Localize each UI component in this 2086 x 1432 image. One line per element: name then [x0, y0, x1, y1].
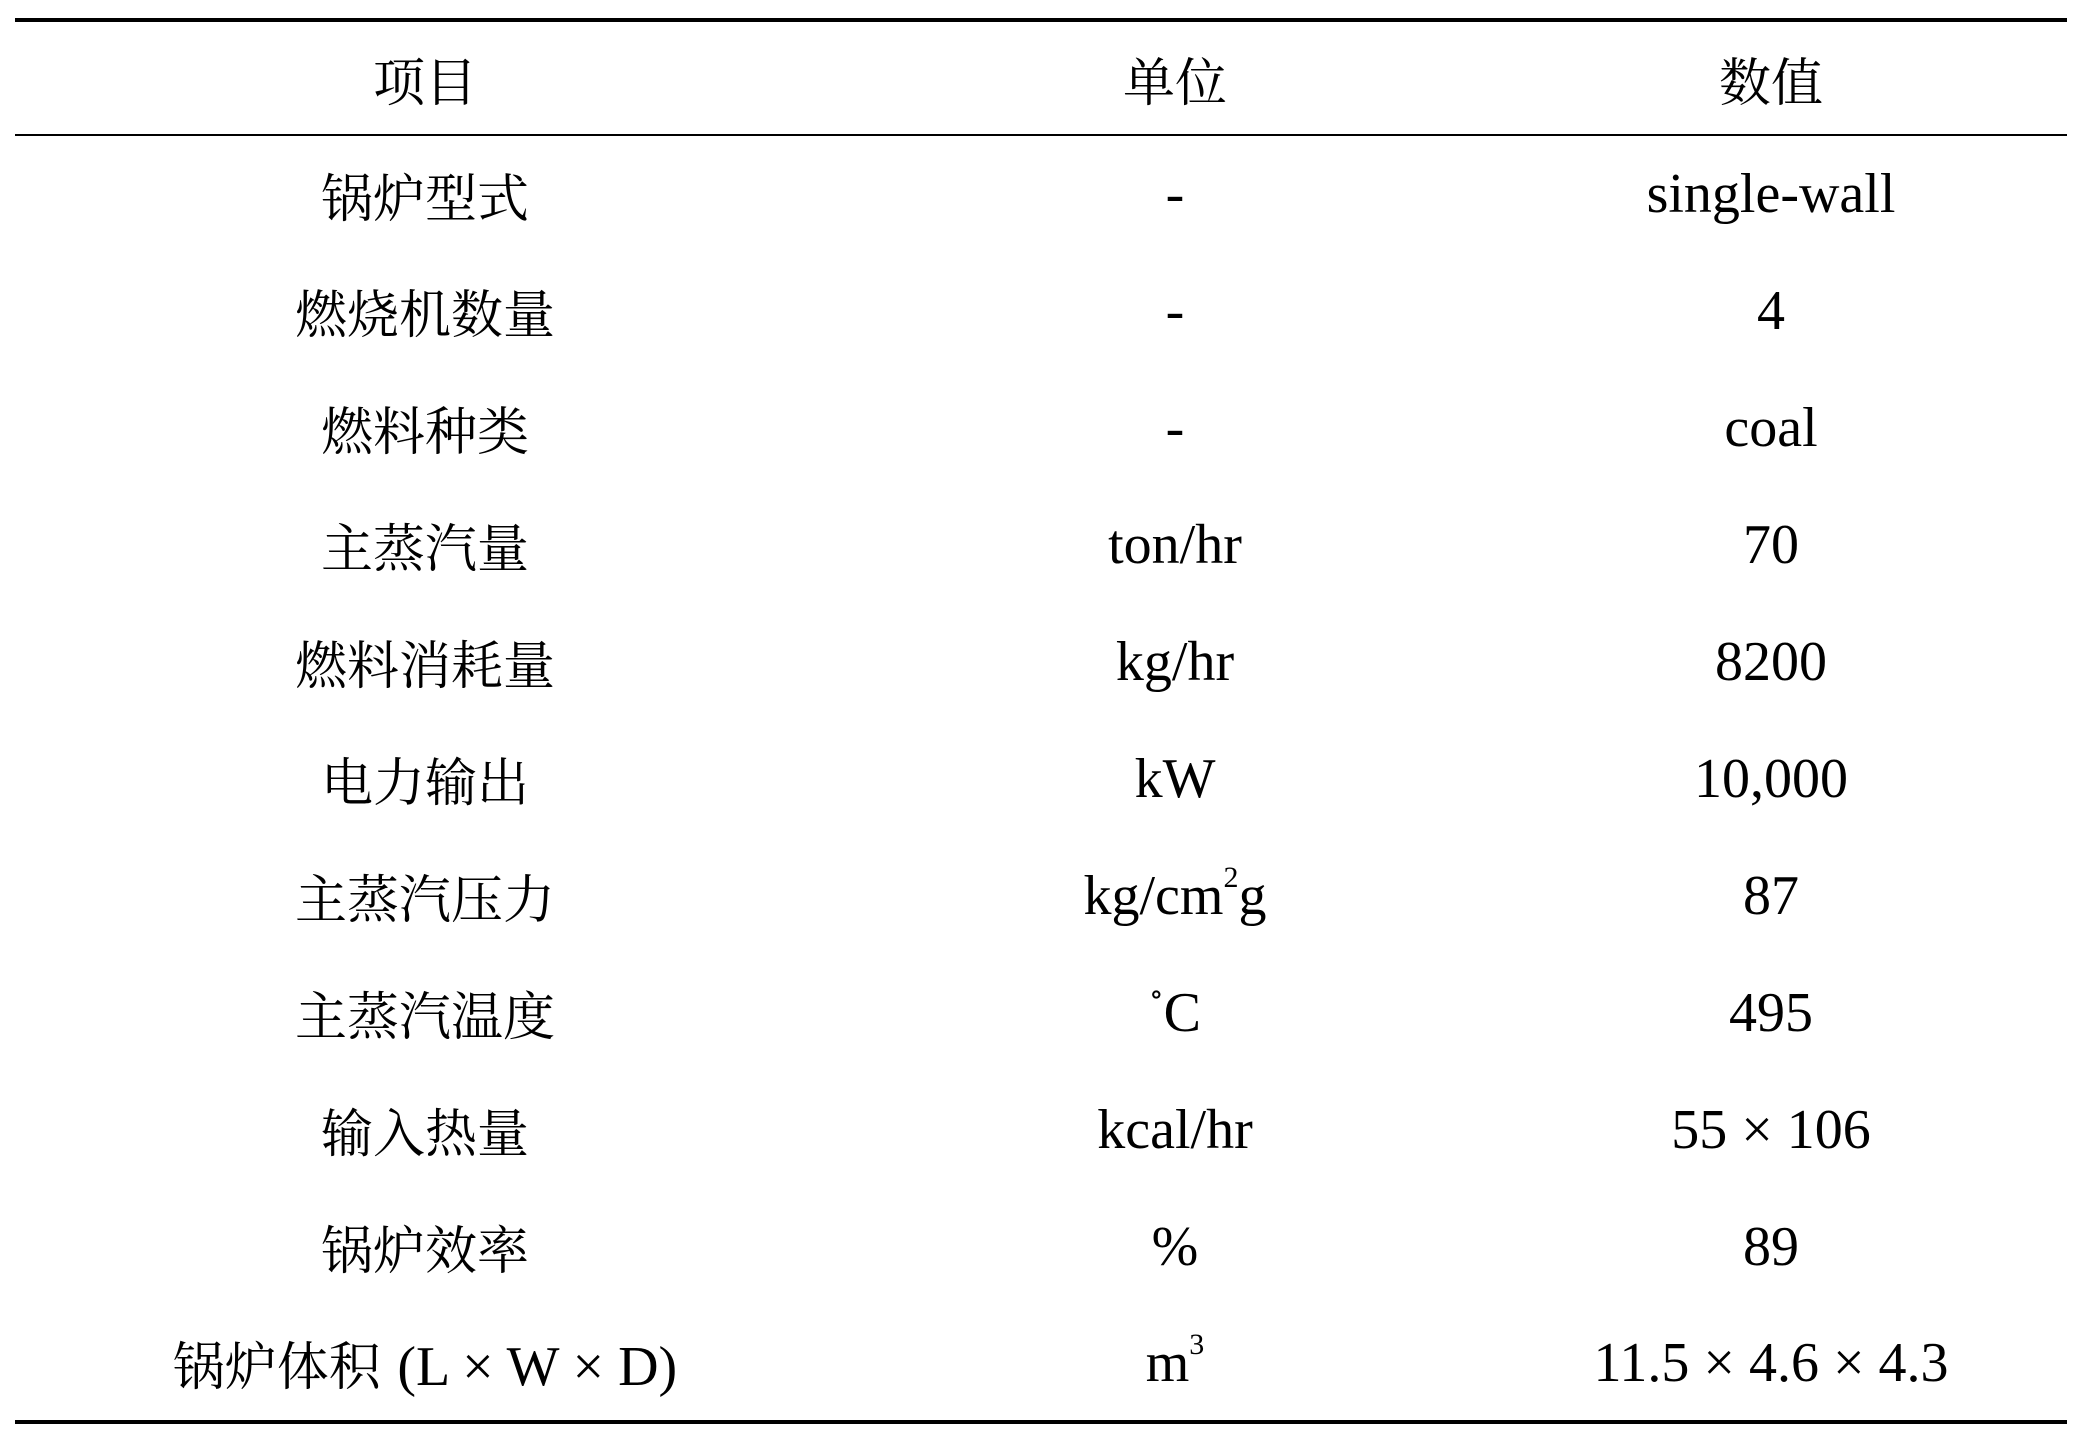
row-value: 55 × 106: [1671, 1098, 1871, 1161]
row-unit: kg/hr: [1115, 630, 1235, 693]
row-item: 主蒸汽压力: [294, 871, 555, 931]
row-item: 燃料种类: [320, 403, 529, 463]
row-unit: -: [1165, 396, 1185, 459]
row-item: 锅炉效率: [320, 1222, 529, 1282]
row-value: 10,000: [1694, 747, 1848, 810]
row-unit: [875, 837, 1475, 954]
row-value: 11.5 × 4.6 × 4.3: [1475, 1305, 2067, 1422]
row-item: 输入热量: [320, 1105, 529, 1165]
row-item: 锅炉型式: [320, 169, 529, 230]
row-unit: kcal/hr: [1097, 1098, 1253, 1161]
row-unit: %: [1151, 1215, 1199, 1278]
header-row: [15, 20, 2067, 135]
item-label: 锅炉体积: [172, 1338, 381, 1398]
table-header: [15, 20, 2067, 135]
row-value: 495: [1729, 981, 1813, 1044]
header-item: 项目: [15, 20, 875, 135]
row-value: 4: [1757, 279, 1785, 342]
degree-superscript: ∘: [1148, 977, 1164, 1011]
row-unit: -: [1165, 163, 1185, 225]
table-row: [15, 1305, 2067, 1422]
table-row: [15, 720, 2067, 837]
row-value: 87: [1743, 864, 1799, 927]
table-row: [15, 252, 2067, 369]
row-unit: -: [1165, 279, 1185, 342]
table-row: [15, 837, 2067, 954]
specification-table-container: [15, 18, 2067, 1424]
unit-base: kg/cm: [1083, 864, 1224, 927]
row-value: 70: [1743, 513, 1799, 576]
table-row: [15, 486, 2067, 603]
unit-base: C: [1163, 981, 1202, 1044]
table-row: [15, 369, 2067, 486]
unit-superscript: 3: [1189, 1327, 1205, 1361]
row-value: 8200: [1715, 630, 1827, 693]
table-row: [15, 954, 2067, 1071]
row-unit: [875, 954, 1475, 1071]
row-item: 主蒸汽量: [320, 520, 529, 580]
unit-superscript: 2: [1223, 860, 1239, 894]
row-item: 燃烧机数量: [294, 286, 555, 346]
table-row: [15, 1071, 2067, 1188]
row-item: [15, 1305, 875, 1422]
row-unit: kW: [1134, 747, 1216, 810]
row-value: 89: [1743, 1215, 1799, 1278]
row-item: 主蒸汽温度: [294, 988, 555, 1048]
boiler-specification-table: [15, 18, 2067, 1424]
unit-base: m: [1145, 1331, 1190, 1394]
row-item: 电力输出: [320, 754, 529, 814]
item-dimension-suffix: (L × W × D): [397, 1336, 678, 1398]
row-value: coal: [1724, 396, 1818, 459]
row-unit: ton/hr: [1108, 513, 1242, 576]
row-item: 燃料消耗量: [294, 637, 555, 697]
table-row: [15, 603, 2067, 720]
table-row: [15, 1188, 2067, 1305]
row-value: single-wall: [1646, 163, 1896, 225]
header-unit: 单位: [875, 20, 1475, 135]
header-value: 数值: [1475, 20, 2067, 135]
row-unit: [875, 1305, 1475, 1422]
unit-suffix: g: [1238, 864, 1267, 927]
table-row: [15, 135, 2067, 252]
table-body: [15, 135, 2067, 1422]
